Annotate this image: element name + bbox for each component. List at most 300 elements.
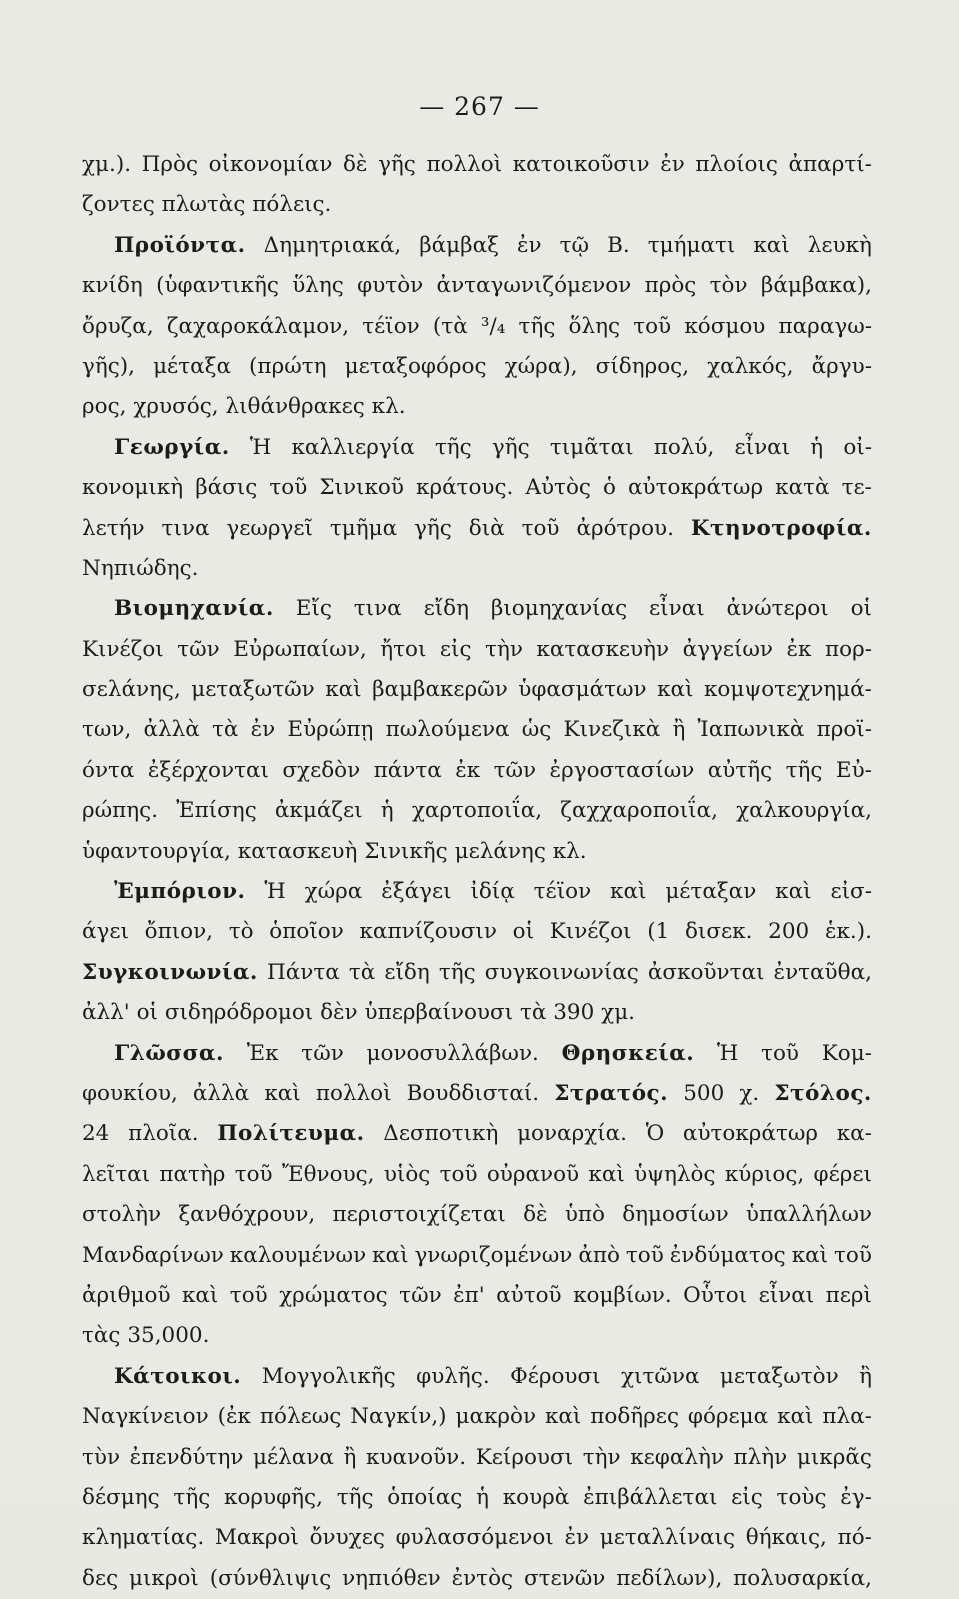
word: τὸ bbox=[228, 919, 254, 945]
text-line bbox=[82, 953, 872, 993]
section-heading-word: Πολίτευμα. bbox=[217, 1121, 365, 1147]
word: τοῦ bbox=[229, 1282, 268, 1308]
word: Εὐρωπαίων, bbox=[233, 636, 367, 662]
word: χαλκός, bbox=[707, 353, 794, 379]
word: κατασκευὴ bbox=[237, 838, 358, 864]
word: ρος, bbox=[82, 394, 127, 420]
word: μελάνης bbox=[454, 838, 546, 864]
word: Εὐ- bbox=[835, 757, 872, 783]
word: τῆς bbox=[438, 959, 476, 985]
word: τοὺς bbox=[776, 1484, 827, 1510]
word: ὁποῖον bbox=[269, 919, 344, 945]
word: σίδηρος, bbox=[595, 353, 690, 379]
word: τινα bbox=[161, 515, 210, 541]
section-heading-word: Γλῶσσα. bbox=[114, 1040, 225, 1066]
word: Β. bbox=[607, 232, 630, 258]
text-line bbox=[82, 670, 872, 710]
word: τῶν bbox=[493, 757, 537, 783]
word: κομψοτεχνημά- bbox=[703, 677, 872, 703]
word: καλουμένων bbox=[229, 1242, 367, 1268]
word: πόλεις. bbox=[252, 192, 332, 218]
word: μέλανα bbox=[253, 1444, 334, 1470]
word: καὶ bbox=[610, 879, 647, 905]
word: μικροὶ bbox=[128, 1565, 199, 1591]
word: 500 bbox=[683, 1080, 725, 1106]
word: ἡ bbox=[810, 434, 824, 460]
word: ζαχχαροποιΐα, bbox=[560, 798, 718, 824]
word: αὐτοκράτωρ bbox=[682, 1121, 819, 1147]
word: Ἡ bbox=[249, 434, 272, 460]
word: πρὸς bbox=[644, 273, 697, 299]
text-line bbox=[82, 751, 872, 791]
word: τοῦ bbox=[269, 475, 308, 501]
word: τῶν bbox=[301, 1040, 344, 1066]
word: Πρὸς bbox=[141, 152, 199, 177]
word: χρυσός, bbox=[133, 394, 219, 420]
text-line bbox=[82, 1357, 872, 1397]
word: εἶναι bbox=[758, 1282, 815, 1308]
word: ἀλλὰ bbox=[192, 1080, 250, 1106]
word: Ἡ bbox=[264, 879, 286, 905]
text-line bbox=[82, 1114, 872, 1154]
word: τοῦ bbox=[625, 1242, 664, 1268]
word: ἡ bbox=[380, 798, 394, 824]
text-line bbox=[82, 589, 872, 629]
word: Ἐπίσης bbox=[176, 798, 257, 824]
section-heading-word: Ἐμπόριον. bbox=[114, 879, 246, 905]
word: μέταξαν bbox=[665, 879, 757, 905]
word: ³/₄ bbox=[480, 313, 506, 339]
word: κληματίας. bbox=[82, 1525, 205, 1551]
word: Ναγκίν,) bbox=[350, 1404, 447, 1430]
word: φυτὸν bbox=[357, 273, 424, 299]
word: Κείρουσι bbox=[475, 1444, 574, 1470]
text-line bbox=[82, 993, 872, 1033]
word: κόσμου bbox=[684, 313, 766, 339]
word: περιστοιχίζεται bbox=[332, 1202, 506, 1228]
section-heading-word: Κάτοικοι. bbox=[114, 1363, 242, 1389]
word: τῶν bbox=[177, 636, 220, 662]
word: ἐν bbox=[516, 232, 542, 258]
word: δὲ bbox=[342, 152, 368, 177]
word: τὴν bbox=[582, 1444, 621, 1470]
word: μεταξωτὸν bbox=[719, 1363, 839, 1389]
word: ἀνώτεροι bbox=[726, 596, 829, 622]
word: χρώματος bbox=[279, 1282, 388, 1308]
word: ἐξέρχονται bbox=[147, 757, 269, 783]
word: Ἐκ bbox=[246, 1040, 279, 1066]
word: φέρει bbox=[813, 1161, 872, 1187]
word: τοῦ bbox=[834, 1242, 872, 1268]
word: Δημητριακά, bbox=[263, 232, 402, 258]
text-line bbox=[82, 1559, 872, 1599]
section-heading-word: Συγκοινωνία. bbox=[82, 959, 258, 985]
word: ἐγ- bbox=[840, 1484, 872, 1510]
word: Μανδαρίνων bbox=[82, 1242, 224, 1268]
text-line bbox=[82, 1397, 872, 1437]
text-line bbox=[82, 509, 872, 549]
word: τῆς bbox=[336, 1484, 374, 1510]
word: ἐργοστασίων bbox=[549, 757, 695, 783]
word: ἐν bbox=[250, 717, 276, 743]
word: χμ. bbox=[601, 1000, 636, 1026]
text-line bbox=[82, 710, 872, 750]
text-line bbox=[82, 1438, 872, 1478]
word: ἀριθμοῦ bbox=[82, 1282, 171, 1308]
word: πατὴρ bbox=[159, 1161, 226, 1187]
word: ἐκ bbox=[455, 757, 481, 783]
word: καὶ bbox=[372, 1242, 409, 1268]
word: δὲ bbox=[523, 1202, 548, 1228]
word: κα- bbox=[836, 1121, 872, 1147]
word: (τὰ bbox=[432, 313, 468, 339]
word: καὶ bbox=[777, 1404, 814, 1430]
word: ὄπιον, bbox=[144, 919, 214, 945]
text-line bbox=[82, 387, 872, 427]
word: μεταξωτῶν bbox=[191, 677, 315, 703]
text-line bbox=[82, 1155, 872, 1195]
word: Ναγκίνειον bbox=[82, 1404, 209, 1430]
word: πόλεως bbox=[259, 1404, 342, 1430]
word: καὶ bbox=[775, 879, 812, 905]
word: τῷ bbox=[559, 232, 590, 258]
word: Πάντα bbox=[267, 959, 340, 985]
text-line bbox=[82, 1478, 872, 1518]
text-line bbox=[82, 1276, 872, 1316]
text-line bbox=[82, 428, 872, 468]
word: τοῦ bbox=[234, 1161, 273, 1187]
word: τμῆμα bbox=[329, 515, 398, 541]
word: ἐξάγει bbox=[381, 879, 452, 905]
word: χ. bbox=[739, 1080, 760, 1106]
word: καὶ bbox=[325, 677, 362, 703]
word: Αὐτὸς bbox=[525, 475, 591, 501]
word: βαμβακερῶν bbox=[372, 677, 508, 703]
word: χώρα), bbox=[504, 353, 578, 379]
section-heading-word: Κτηνοτροφία. bbox=[690, 515, 872, 541]
text-line bbox=[82, 1316, 872, 1356]
word: πλωτὰς bbox=[161, 192, 246, 218]
text-line bbox=[82, 185, 872, 225]
word: αὐτῆς bbox=[707, 757, 773, 783]
word: Μογγολικῆς bbox=[261, 1363, 396, 1389]
word: ὅλης bbox=[568, 313, 621, 339]
word: στενῶν bbox=[523, 1565, 606, 1591]
word: τῆς bbox=[173, 1484, 211, 1510]
word: ὡς bbox=[521, 717, 552, 743]
word: κατοικοῦσιν bbox=[512, 152, 650, 177]
word: πλοῖα. bbox=[128, 1121, 199, 1147]
word: Βουδδισταί. bbox=[406, 1080, 540, 1106]
text-line bbox=[82, 1034, 872, 1074]
word: βάσις bbox=[195, 475, 258, 501]
word: Μακροὶ bbox=[214, 1525, 299, 1551]
word: δες bbox=[82, 1565, 119, 1591]
word: εἰς bbox=[439, 636, 472, 662]
word: στολὴν bbox=[82, 1202, 162, 1228]
word: πό- bbox=[837, 1525, 872, 1551]
word: οἱ bbox=[512, 919, 535, 945]
section-heading-word: Βιομηχανία. bbox=[114, 596, 274, 622]
word: τὺν bbox=[82, 1444, 121, 1470]
word: Εἴς bbox=[295, 596, 332, 622]
word: τῶν bbox=[399, 1282, 442, 1308]
section-heading-word: Θρησκεία. bbox=[561, 1040, 695, 1066]
text-line bbox=[82, 266, 872, 306]
word: ἐπιβάλλεται bbox=[583, 1484, 718, 1510]
word: (σύνθλιψις bbox=[209, 1565, 332, 1591]
word: ὑφαντουργία, bbox=[82, 838, 231, 864]
word: περὶ bbox=[825, 1282, 872, 1308]
body-text bbox=[82, 145, 872, 1599]
text-line bbox=[82, 347, 872, 387]
word: ἀγγείων bbox=[682, 636, 773, 662]
word: άγει bbox=[82, 919, 129, 945]
word: Ὁ bbox=[645, 1121, 665, 1147]
word: ρώπης. bbox=[82, 798, 159, 824]
word: συγκοινωνίας bbox=[484, 959, 639, 985]
word: (1 bbox=[647, 919, 670, 945]
text-line bbox=[82, 1195, 872, 1235]
word: εἰσ- bbox=[830, 879, 872, 905]
word: πλοίοις bbox=[695, 152, 778, 177]
word: Κινέζοι bbox=[82, 636, 164, 662]
word: (ὑφαντικῆς bbox=[156, 273, 279, 299]
word: υἱὸς bbox=[383, 1161, 431, 1187]
word: (πρώτη bbox=[249, 353, 327, 379]
word: τὸν bbox=[709, 273, 748, 299]
word: τοῦ bbox=[633, 313, 672, 339]
text-line bbox=[82, 226, 872, 266]
word: μακρὸν bbox=[455, 1404, 537, 1430]
word: ἐν bbox=[660, 152, 685, 177]
word: τε- bbox=[841, 475, 872, 501]
word: ἰδίᾳ bbox=[470, 879, 515, 905]
word: γῆς bbox=[491, 434, 530, 460]
section-heading-word: Στόλος. bbox=[774, 1080, 872, 1106]
word: καὶ bbox=[588, 1161, 625, 1187]
word: αὐτοῦ bbox=[496, 1282, 562, 1308]
word: ἡ bbox=[476, 1484, 489, 1510]
text-line bbox=[82, 145, 872, 185]
word: ἀλλ' bbox=[82, 1000, 130, 1026]
word: τοῦ bbox=[521, 515, 560, 541]
word: ὑπερβαίνουσι bbox=[364, 1000, 514, 1026]
word: Εὐρώπῃ bbox=[287, 717, 374, 743]
word: εἴδη bbox=[384, 959, 430, 985]
word: δέσμης bbox=[82, 1484, 160, 1510]
word: Κομ- bbox=[821, 1040, 872, 1066]
word: βάμβακα), bbox=[760, 273, 872, 299]
word: ἐπενδύτην bbox=[129, 1444, 244, 1470]
text-line bbox=[82, 1518, 872, 1558]
word: ὁ bbox=[603, 475, 616, 501]
word: δὲν bbox=[320, 1000, 358, 1026]
word: ἢ bbox=[672, 717, 686, 743]
word: ἀπαρτί- bbox=[788, 152, 872, 177]
text-line bbox=[82, 832, 872, 872]
word: σιδηρόδρομοι bbox=[164, 1000, 314, 1026]
text-line bbox=[82, 1074, 872, 1114]
word: σχεδὸν bbox=[282, 757, 361, 783]
word: Ἔθνους, bbox=[281, 1161, 375, 1187]
word: προϊ- bbox=[816, 717, 872, 743]
word: οἰ- bbox=[843, 434, 872, 460]
text-line bbox=[82, 549, 872, 589]
word: πολύ, bbox=[653, 434, 715, 460]
word: πεδίλων), bbox=[616, 1565, 723, 1591]
word: κράτους. bbox=[416, 475, 514, 501]
word: τῆς bbox=[518, 313, 556, 339]
text-line bbox=[82, 912, 872, 952]
word: τὰ bbox=[348, 959, 376, 985]
word: ὑπὸ bbox=[564, 1202, 605, 1228]
word: πωλούμενα bbox=[385, 717, 510, 743]
word: τέϊον bbox=[362, 313, 420, 339]
word: ὄνυχες bbox=[309, 1525, 385, 1551]
word: τὰς bbox=[82, 1323, 121, 1349]
word: ζαχαροκάλαμον, bbox=[166, 313, 350, 339]
word: γῆς bbox=[414, 515, 452, 541]
word: τὰ bbox=[212, 717, 239, 743]
word: γνωριζομένων bbox=[414, 1242, 573, 1268]
word: φυλῆς. bbox=[416, 1363, 490, 1389]
word: Κινεζικὰ bbox=[563, 717, 661, 743]
text-line bbox=[82, 630, 872, 670]
word: Ἡ bbox=[716, 1040, 739, 1066]
word: πολλοὶ bbox=[426, 152, 503, 177]
word: ἀπὸ bbox=[578, 1242, 620, 1268]
section-heading-word: Προϊόντα. bbox=[114, 232, 246, 258]
word: ἐνταῦθα, bbox=[773, 959, 872, 985]
word: 390 bbox=[553, 1000, 595, 1026]
text-line bbox=[82, 307, 872, 347]
word: τιμᾶται bbox=[549, 434, 634, 460]
word: χαρτοποιΐα, bbox=[411, 798, 543, 824]
word: καὶ bbox=[181, 1282, 219, 1308]
word: μοναρχία. bbox=[517, 1121, 628, 1147]
word: καὶ bbox=[753, 232, 790, 258]
word: κατὰ bbox=[775, 475, 830, 501]
word: Νηπιώδης. bbox=[82, 555, 199, 581]
word: ἐντὸς bbox=[451, 1565, 514, 1591]
word: ὁποίας bbox=[387, 1484, 463, 1510]
word: νηπιόθεν bbox=[342, 1565, 441, 1591]
word: κατασκευὴν bbox=[536, 636, 670, 662]
word: κομβίων. bbox=[573, 1282, 672, 1308]
word: πλα- bbox=[822, 1404, 872, 1430]
word: γεωργεῖ bbox=[226, 515, 313, 541]
word: όντα bbox=[82, 757, 135, 783]
word: δισεκ. bbox=[684, 919, 753, 945]
word: καὶ bbox=[791, 1242, 829, 1268]
word: ζοντες bbox=[82, 192, 155, 218]
word: χώρα bbox=[304, 879, 363, 905]
word: βιομηχανίας bbox=[490, 596, 628, 622]
word: ἢ bbox=[859, 1363, 872, 1389]
word: Οὗτοι bbox=[683, 1282, 748, 1308]
word: ἐν bbox=[564, 1525, 590, 1551]
word: Φέρουσι bbox=[510, 1363, 601, 1389]
word: ἀρότρου. bbox=[576, 515, 674, 541]
word: πολλοὶ bbox=[315, 1080, 392, 1106]
word: γῆς), bbox=[82, 353, 135, 379]
word: τοῦ bbox=[761, 1040, 799, 1066]
word: ἐκ bbox=[786, 636, 812, 662]
word: ὑψηλὸς bbox=[634, 1161, 716, 1187]
page-number: — 267 — bbox=[419, 92, 540, 121]
word: δημοσίων bbox=[622, 1202, 729, 1228]
text-line bbox=[82, 1236, 872, 1276]
word: πορ- bbox=[825, 636, 872, 662]
word: λιθάνθρακες bbox=[225, 394, 365, 420]
word: αὐτοκράτωρ bbox=[628, 475, 764, 501]
word: τῆς bbox=[434, 434, 472, 460]
word: μεταλλίναις bbox=[599, 1525, 736, 1551]
word: 24 bbox=[82, 1121, 110, 1147]
word: οἱ bbox=[850, 596, 872, 622]
word: ποδῆρες bbox=[590, 1404, 679, 1430]
word: κλ. bbox=[371, 394, 406, 420]
word: μονοσυλλάβων. bbox=[366, 1040, 539, 1066]
text-line bbox=[82, 791, 872, 831]
word: εἶναι bbox=[734, 434, 791, 460]
word: πολυσαρκία, bbox=[733, 1565, 872, 1591]
word: ἄργυ- bbox=[811, 353, 872, 379]
word: κλ. bbox=[552, 838, 587, 864]
word: καπνίζουσιν bbox=[359, 919, 497, 945]
word: λεῖται bbox=[82, 1161, 151, 1187]
word: μεταξοφόρος bbox=[344, 353, 487, 379]
word: οὐρανοῦ bbox=[486, 1161, 580, 1187]
word: ὑπαλλήλων bbox=[745, 1202, 872, 1228]
word: κουρὰ bbox=[502, 1484, 570, 1510]
word: ἑκ.). bbox=[824, 919, 872, 945]
word: μέταξα bbox=[153, 353, 231, 379]
word: (ἐκ bbox=[217, 1404, 251, 1430]
word: τμήματι bbox=[647, 232, 736, 258]
word: Σινικῆς bbox=[364, 838, 448, 864]
word: εἴδη bbox=[423, 596, 469, 622]
word: τὴν bbox=[485, 636, 523, 662]
word: τοῦ bbox=[439, 1161, 478, 1187]
section-heading-word: Στρατός. bbox=[554, 1080, 669, 1106]
word: φόρεμα bbox=[687, 1404, 769, 1430]
word: καὶ bbox=[264, 1080, 301, 1106]
word: χιτῶνα bbox=[621, 1363, 700, 1389]
word: τῆς bbox=[785, 757, 823, 783]
word: ἀλλὰ bbox=[143, 717, 200, 743]
word: φουκίου, bbox=[82, 1080, 178, 1106]
word: 35,000. bbox=[127, 1323, 210, 1349]
word: 200 bbox=[768, 919, 810, 945]
word: ἢ bbox=[343, 1444, 357, 1470]
word: μικρᾶς bbox=[796, 1444, 872, 1470]
word: βάμβαξ bbox=[419, 232, 499, 258]
word: καὶ bbox=[544, 1404, 582, 1430]
text-line bbox=[82, 872, 872, 912]
word: κεφαλὴν bbox=[630, 1444, 724, 1470]
word: διὰ bbox=[468, 515, 505, 541]
word: πλὴν bbox=[733, 1444, 788, 1470]
word: ἀκμάζει bbox=[274, 798, 363, 824]
word: ὕλης bbox=[292, 273, 344, 299]
word: ἀνταγωνιζόμενον bbox=[436, 273, 632, 299]
word: ὑφασμάτων bbox=[518, 677, 647, 703]
word: καλλιεργία bbox=[291, 434, 415, 460]
section-heading-word: Γεωργία. bbox=[114, 434, 230, 460]
word: γῆς bbox=[378, 152, 416, 177]
